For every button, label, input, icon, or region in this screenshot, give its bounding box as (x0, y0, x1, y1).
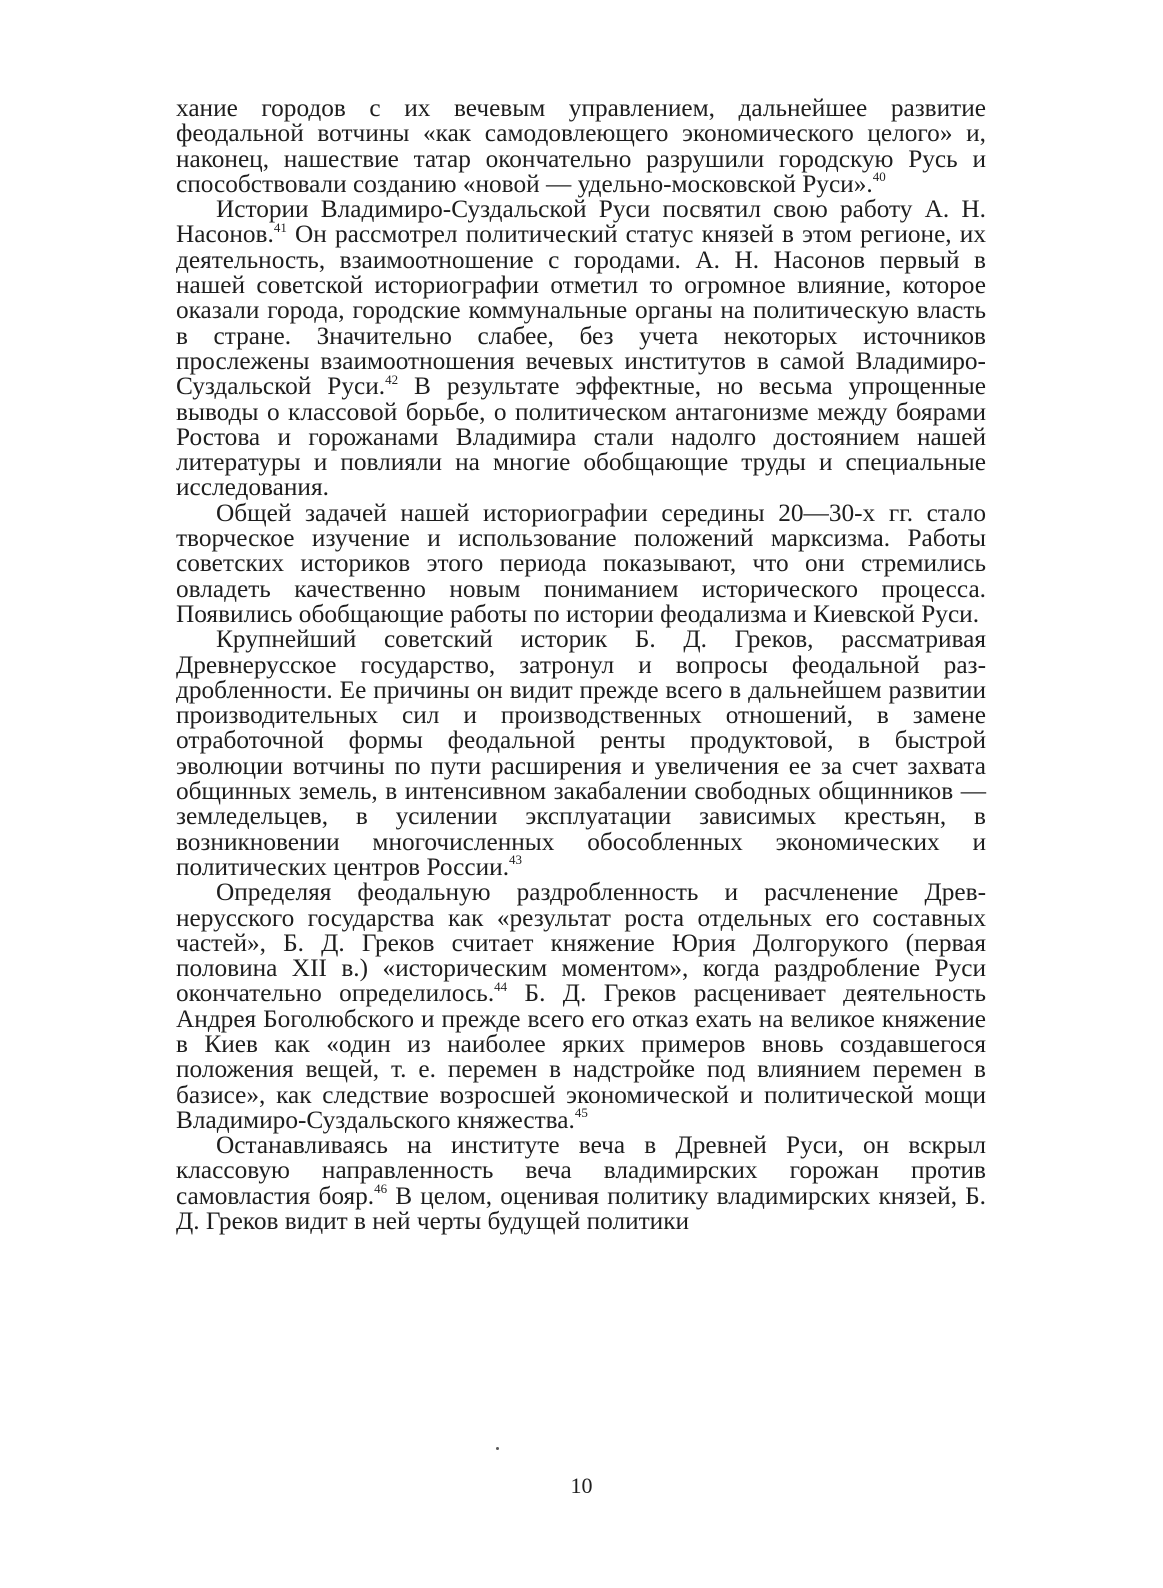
paragraph (176, 1133, 986, 1234)
paragraph (176, 627, 986, 880)
text-run: Определяя феодальную раздробленность и расчленение Древнерусского государства как «результат роста отдельных его составных частей», Б. Д. Греков считает княжение Юрия Долгорукого (первая половина XII в.) «историческим моментом», когда раздробление Руси окончательно определилось. (176, 878, 986, 1008)
paragraph (176, 197, 986, 501)
footnote-ref: 40 (872, 169, 886, 185)
body-text (176, 96, 986, 1234)
footnote-ref: 41 (273, 220, 287, 236)
footnote-ref: 43 (509, 852, 523, 868)
text-run: Крупнейший советский историк Б. Д. Греков, рассматривая Древнерусское государство, затронул и вопросы феодальной раздробленности. Ее причины он видит прежде всего в дальнейшем развитии производительных сил и производственных отношений, в замене отработочной формы феодальной ренты продуктовой, в быстрой эволюции вотчины по пути расширения и увеличения ее за счет захвата общинных земель, в интенсивном закабалении свободных общинников — земледельцев, в усилении эксплуатации зависимых крестьян, в возникновении многочисленных обособленных экономических и политических центров России. (176, 625, 986, 881)
text-run: Общей задачей нашей историографии середины 20—30-х гг. стало творческое изучение и использование положений марксизма. Работы советских историков этого периода показывают, что они стремились овладеть качественно новым пониманием исторического процесса. Появились обобщающие работы по истории феодализма и Киевской Руси. (176, 498, 986, 628)
text-run: В целом, оценивая политику владимирских князей, Б. Д. Греков видит в ней черты будущей политики (176, 1181, 986, 1236)
page-number: 10 (570, 1473, 593, 1498)
paragraph (176, 498, 986, 628)
paragraph (176, 96, 986, 197)
footnote-ref: 44 (494, 978, 508, 994)
text-run: Истории Владимиро-Суздальской Руси посвятил свою работу А. Н. Насонов. (176, 195, 986, 249)
footnote-ref: 46 (374, 1181, 388, 1197)
text-run: Б. Д. Греков расценивает деятельность Андрея Боголюбского и прежде всего его отказ ехать на великое княжение в Киев как «один из наиболее ярких примеров вновь создавшегося положения вещей, т. е. перемен в надстройке под влиянием перемен в базисе», как следствие возросшей экономической и политической мощи Владимиро-Суздальского княжества. (176, 979, 986, 1134)
print-speck (496, 1447, 499, 1450)
footnote-ref: 42 (385, 371, 399, 387)
text-run: В результате эффектные, но весьма упрощенные выводы о классовой борьбе, о политическом антагонизме между боярами Ростова и горожанами Владимира стали надолго достоянием нашей литературы и повлияли на многие обобщающие труды и специальные исследования. (176, 372, 986, 502)
text-run: Останавливаясь на институте веча в Древней Руси, он вскрыл классовую направленность веча владимирских горожан против самовластия бояр. (176, 1131, 986, 1210)
paragraph (176, 880, 986, 1133)
footnote-ref: 45 (574, 1105, 588, 1121)
text-run: хание городов с их вечевым управлением, дальнейшее развитие феодальной вотчины «как самодовлеющего экономического целого» и, наконец, нашествие татар окончательно разрушили городскую Русь и способствовали созданию «новой — удельно-московской Руси». (176, 94, 986, 198)
text-run: Он рассмотрел политический статус князей в этом регионе, их деятельность, взаимоотношение с городами. А. Н. Насонов первый в нашей советской историографии отметил то огромное влияние, которое оказали города, городские коммунальные органы на политическую власть в стране. Значительно слабее, без учета некоторых источников прослежены взаимоотношения вечевых институтов в самой Владимиро-Суздальской Руси. (176, 220, 986, 401)
